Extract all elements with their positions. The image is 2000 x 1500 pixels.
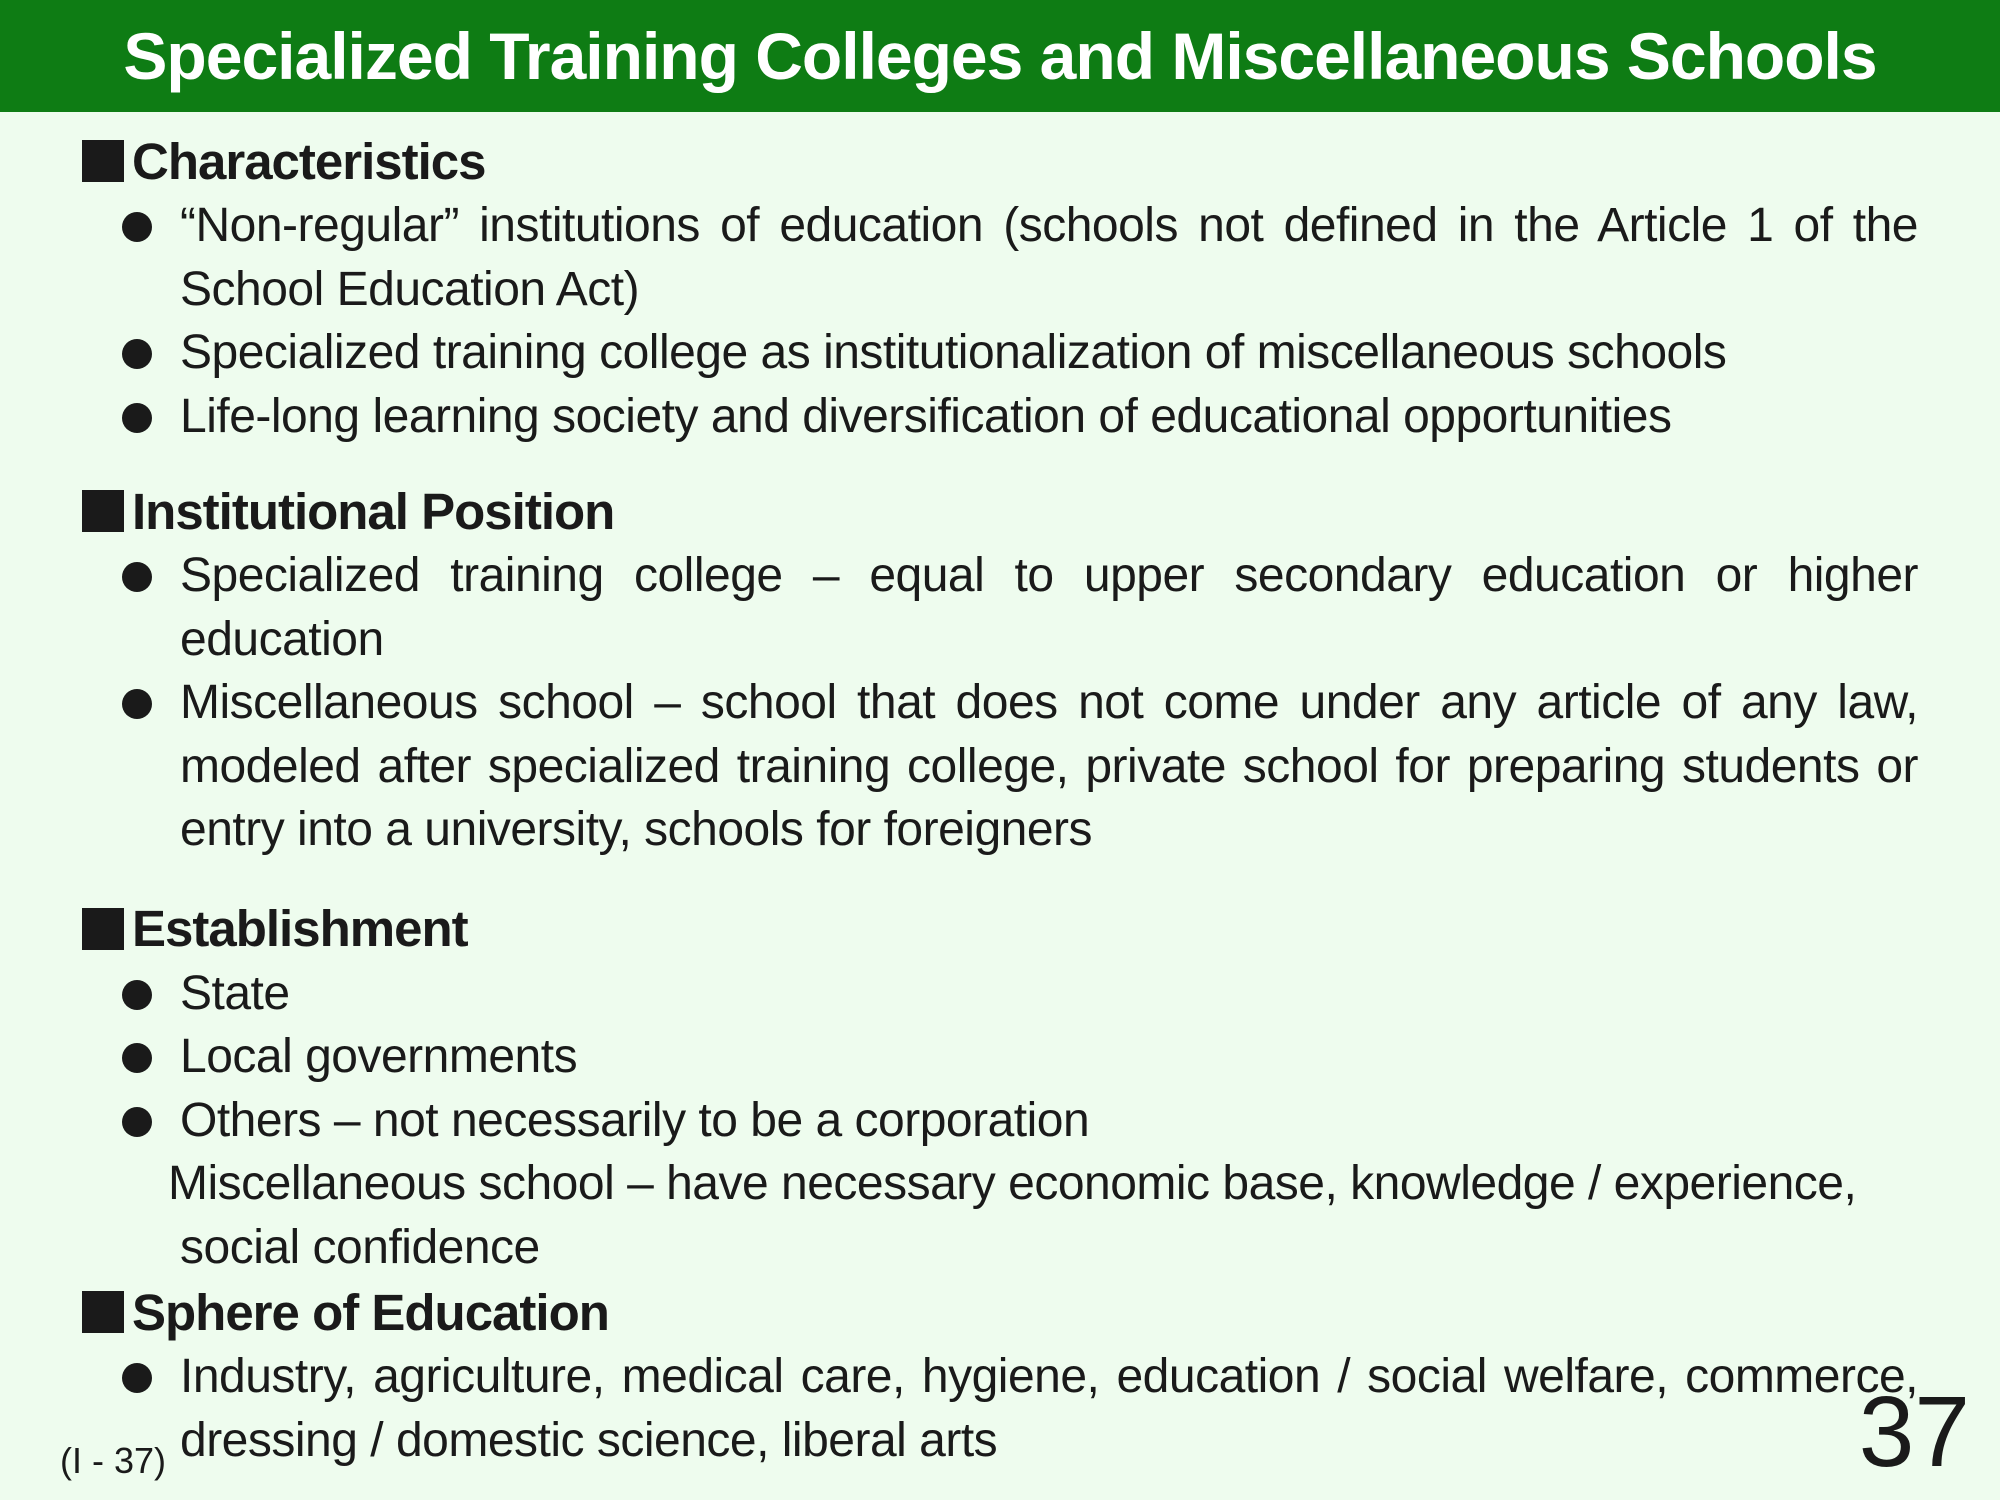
- list-item-text: Industry, agriculture, medical care, hygiene, education / social welfare, commerce, dressing / domestic science, liberal arts: [180, 1350, 1918, 1467]
- list-item-text: Others – not necessarily to be a corporation: [180, 1093, 1090, 1147]
- section-characteristics: [82, 128, 1928, 448]
- list-item: [82, 385, 1918, 449]
- round-bullet-icon: [122, 339, 152, 369]
- section-heading-text: Institutional Position: [132, 482, 615, 540]
- note-line: Miscellaneous school – have necessary economic base, knowledge / experience,: [168, 1157, 1857, 1210]
- list-item: [82, 1089, 1918, 1153]
- section-heading-text: Sphere of Education: [132, 1283, 609, 1341]
- list-item-text: Life-long learning society and diversification of educational opportunities: [180, 389, 1672, 443]
- round-bullet-icon: [122, 403, 152, 433]
- section-heading: [82, 128, 1928, 194]
- list-item: [82, 544, 1918, 671]
- list-item-text: Specialized training college as institutionalization of miscellaneous schools: [180, 326, 1727, 379]
- list-item-text: Miscellaneous school – school that does not come under any article of any law, modeled after specialized training college, private school for preparing students or entry into a university, schools for foreigners: [180, 676, 1918, 856]
- page-title: Specialized Training Colleges and Miscellaneous Schools: [123, 19, 1877, 93]
- square-bullet-icon: [82, 490, 124, 532]
- square-bullet-icon: [82, 908, 124, 950]
- list-item: [82, 962, 1918, 1026]
- list-item: [82, 321, 1918, 385]
- bullet-list: [82, 962, 1928, 1153]
- bullet-list: [82, 544, 1928, 862]
- list-item: [82, 1025, 1918, 1089]
- slide-content: [82, 128, 1928, 1472]
- list-item: [82, 1345, 1918, 1472]
- section-institutional-position: [82, 478, 1928, 862]
- section-heading-text: Characteristics: [132, 132, 486, 190]
- round-bullet-icon: [122, 1363, 152, 1393]
- round-bullet-icon: [122, 1107, 152, 1137]
- establishment-note: [82, 1152, 1918, 1279]
- page-number: 37: [1858, 1376, 1970, 1488]
- section-sphere-of-education: [82, 1279, 1928, 1472]
- round-bullet-icon: [122, 1043, 152, 1073]
- section-heading: [82, 478, 1928, 544]
- list-item: [82, 671, 1918, 862]
- list-item-text: “Non-regular” institutions of education (schools not defined in the Article 1 of the School Education Act): [180, 199, 1918, 316]
- section-heading: [82, 896, 1928, 962]
- section-establishment: [82, 896, 1928, 1280]
- square-bullet-icon: [82, 140, 124, 182]
- round-bullet-icon: [122, 562, 152, 592]
- section-heading: [82, 1279, 1928, 1345]
- title-bar: [0, 0, 2000, 112]
- list-item-text: Local governments: [180, 1030, 578, 1083]
- bullet-list: [82, 1345, 1928, 1472]
- round-bullet-icon: [122, 980, 152, 1010]
- square-bullet-icon: [82, 1291, 124, 1333]
- bullet-list: [82, 194, 1928, 448]
- section-heading-text: Establishment: [132, 900, 468, 957]
- list-item: [82, 194, 1918, 321]
- round-bullet-icon: [122, 212, 152, 242]
- list-item-text: State: [180, 966, 290, 1020]
- footer-reference: (I - 37): [60, 1440, 167, 1481]
- round-bullet-icon: [122, 689, 152, 719]
- note-line: social confidence: [180, 1220, 540, 1274]
- list-item-text: Specialized training college – equal to upper secondary education or higher education: [180, 549, 1918, 666]
